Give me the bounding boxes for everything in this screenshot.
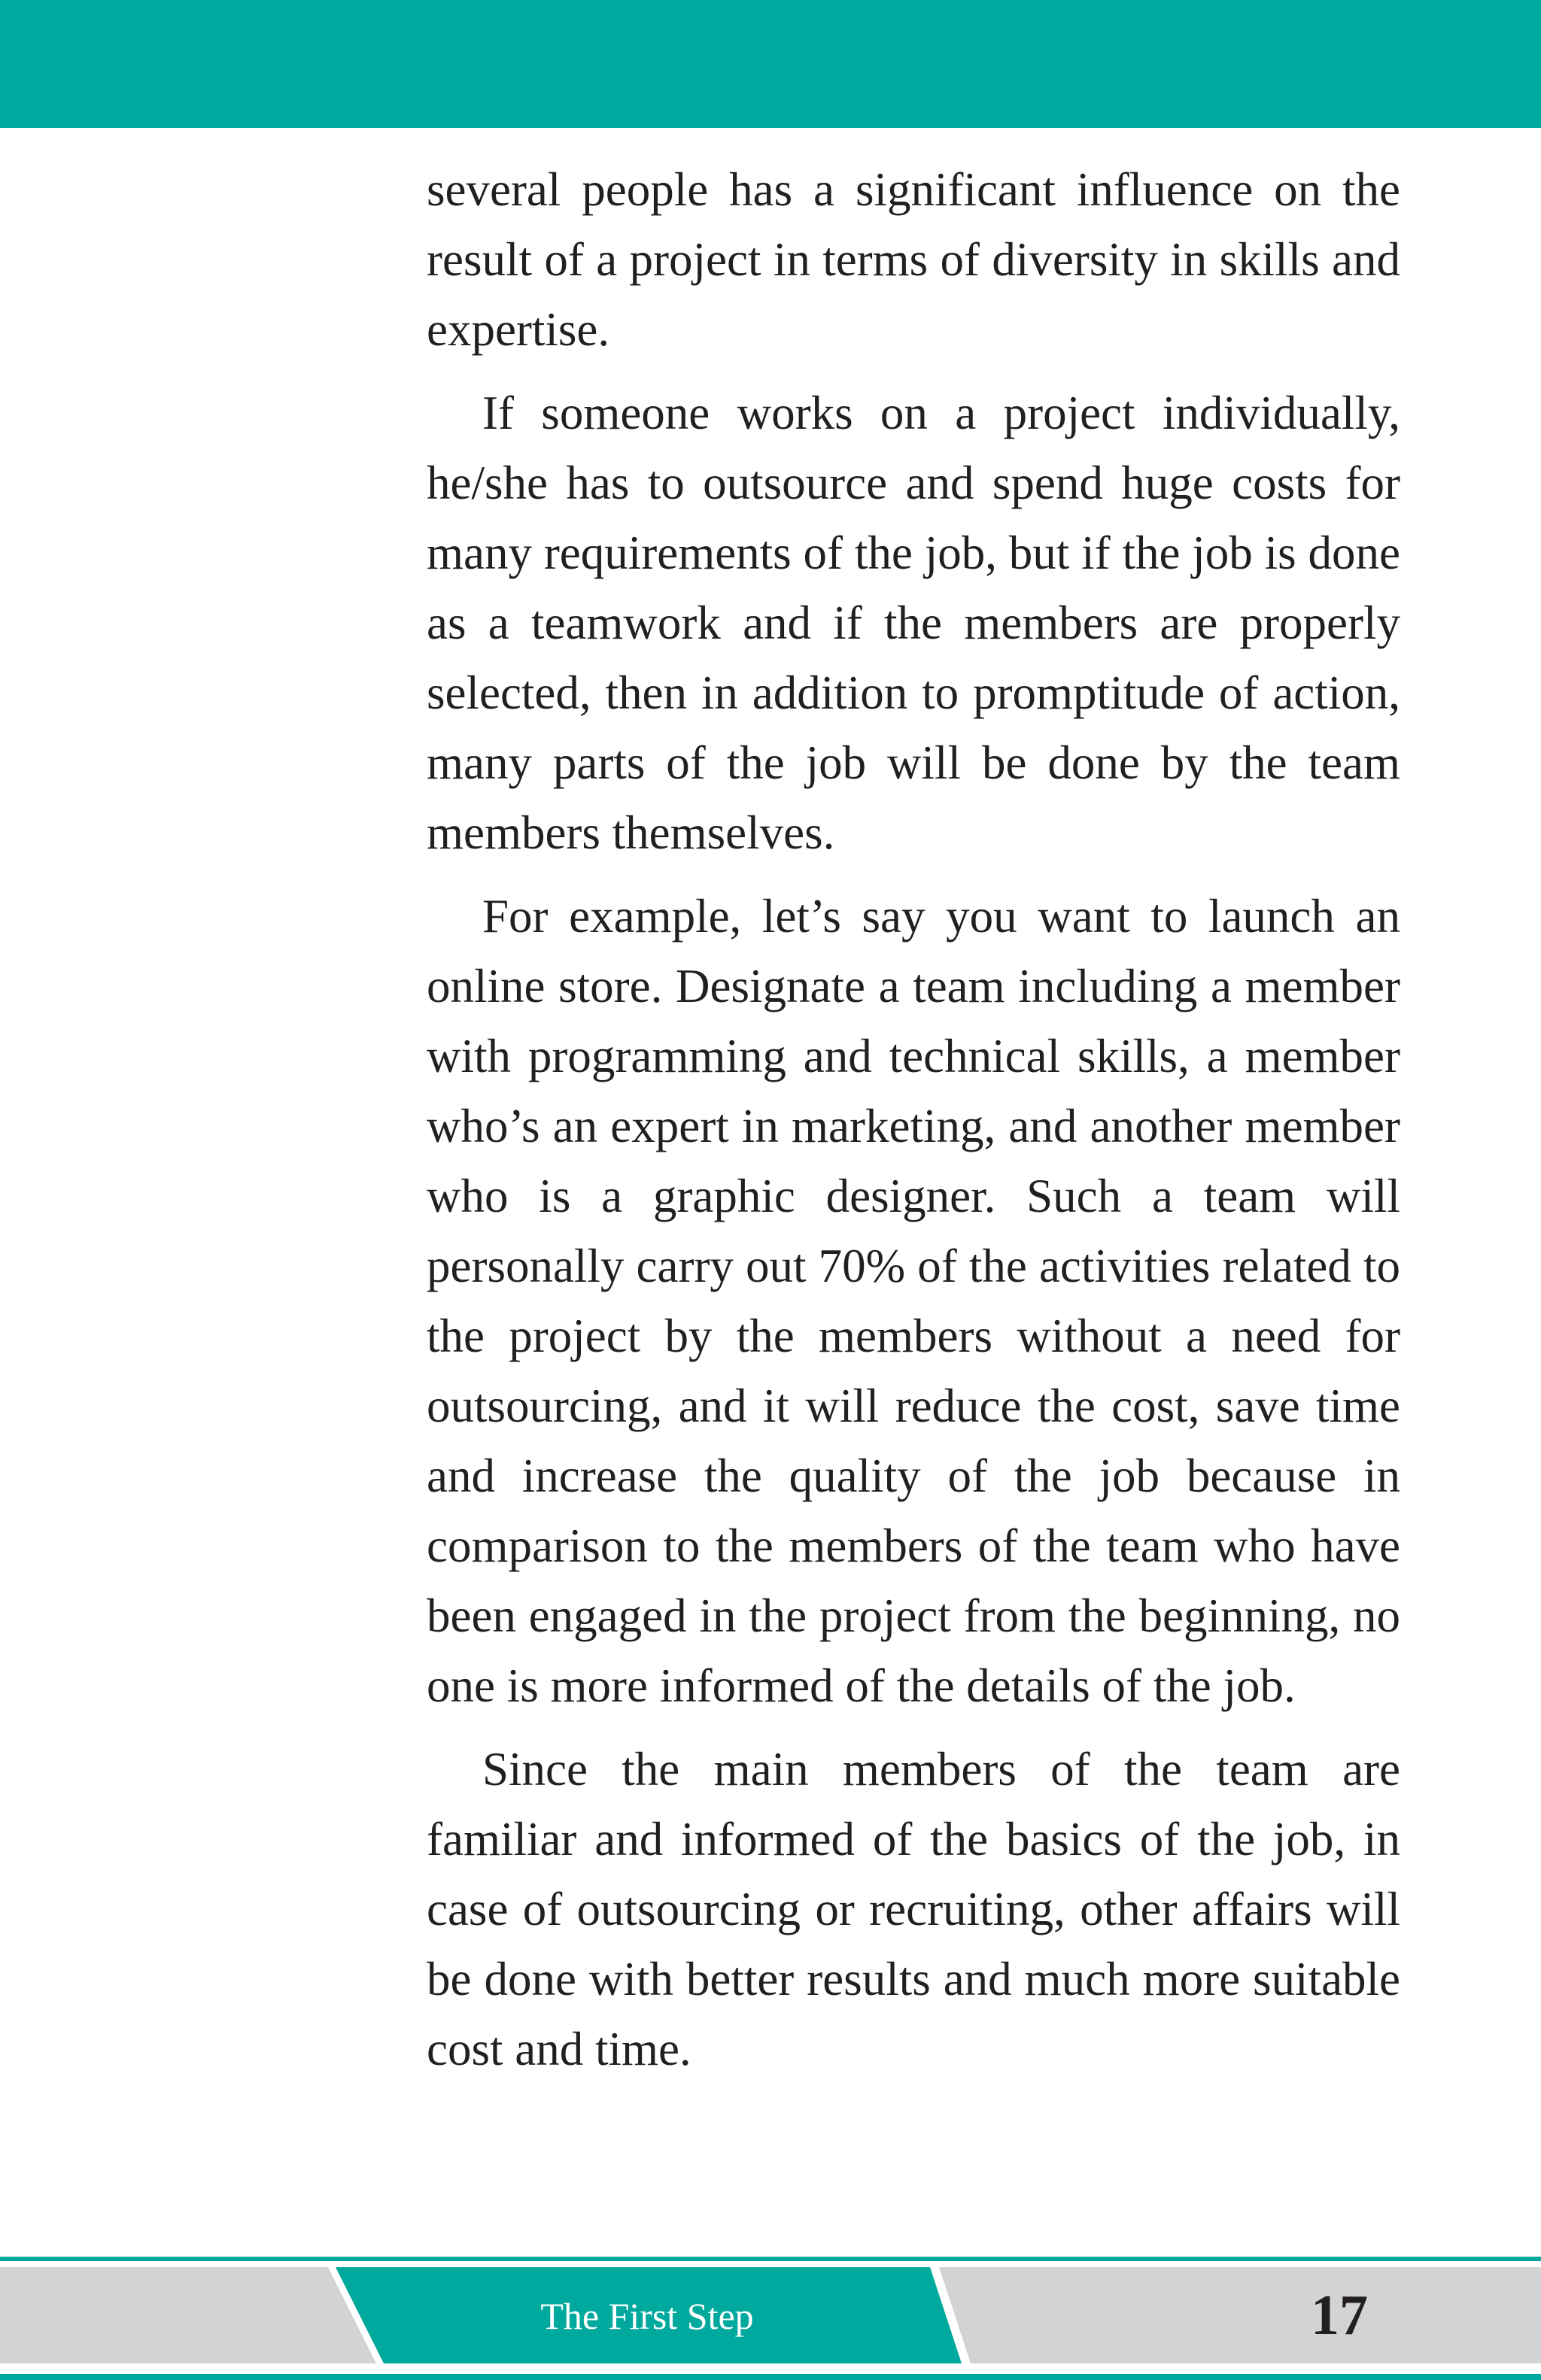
- paragraph-4: Since the main members of the team are familiar and informed of the basics of the job, in case of outsourcing or recruiting, other affairs will be done with better results and much more suitable cost and time.: [427, 1743, 1400, 2075]
- paragraph-3: For example, let’s say you want to launch an online store. Designate a team including a member with programming and technical skills, a member who’s an expert in marketing, and another member who is a graphic designer. Such a team will personally carry out 70% of the activities related to the project by the members without a need for outsourcing, and it will reduce the cost, save time and increase the quality of the job because in comparison to the members of the team who have been engaged in the project from the beginning, no one is more informed of the details of the job.: [427, 890, 1400, 1712]
- page-footer: [0, 2257, 1541, 2380]
- page-number: 17: [1311, 2284, 1368, 2347]
- paragraph-2: If someone works on a project individually, he/she has to outsource and spend huge costs for many requirements of the job, but if the job is done as a teamwork and if the members are properly selected, then in addition to promptitude of action, many parts of the job will be done by the team members themselves.: [427, 387, 1400, 859]
- book-title: The First Step: [540, 2295, 754, 2337]
- header-band: [0, 0, 1541, 128]
- page-body: [427, 155, 1400, 2098]
- paragraph-1: several people has a significant influence on the result of a project in terms of diversity in skills and expertise.: [427, 163, 1400, 356]
